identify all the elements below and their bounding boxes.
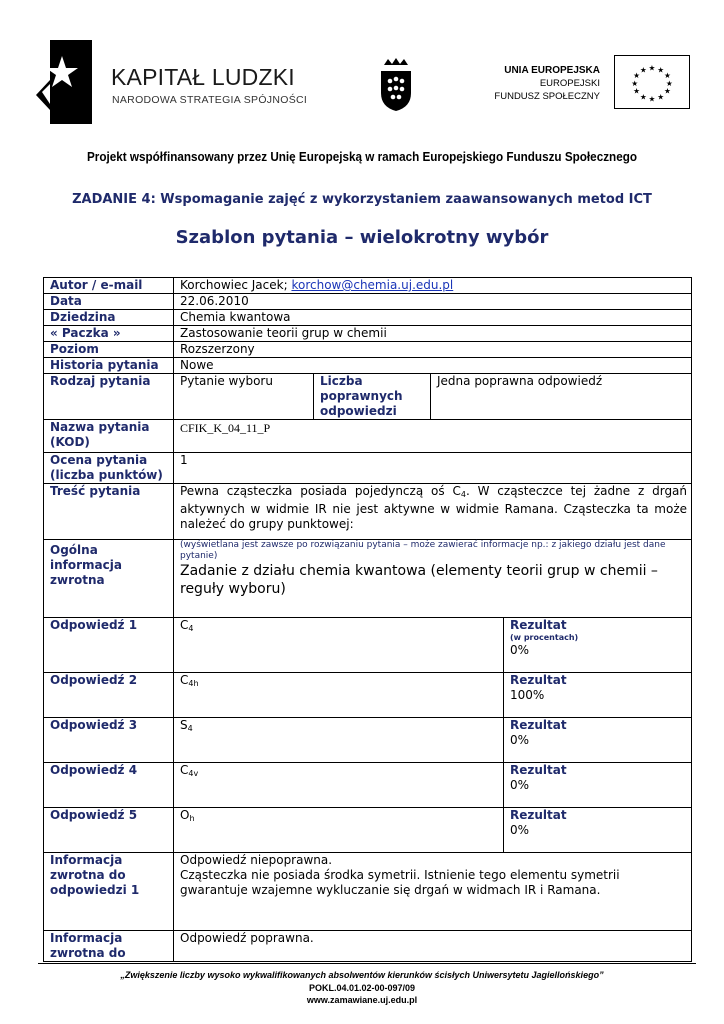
answer-label: Odpowiedź 3 [44,718,174,763]
table-row [44,420,692,453]
result-label: Rezultat [510,673,567,687]
page-title: Szablon pytania – wielokrotny wybór [175,227,549,248]
svg-text:★: ★ [665,78,673,88]
answer-sub: 4v [188,769,199,778]
table-row [44,453,692,484]
correct-count-value: Jedna poprawna odpowiedź [431,374,692,420]
svg-text:★: ★ [648,94,656,104]
answer-sub: 4h [188,679,199,688]
feedback-1-label: Informacja zwrotna do odpowiedzi 1 [44,853,174,931]
field-value: Chemia kwantowa [174,310,692,326]
result-value: 100% [510,688,545,702]
general-feedback-value [174,540,692,618]
svg-text:★: ★ [639,92,647,102]
general-feedback-label: Ogólna informacja zwrotna [44,540,174,618]
table-row [44,718,692,763]
result-value: 0% [510,823,530,837]
svg-text:★: ★ [631,78,639,88]
answer-result [504,718,692,763]
footer-website-link[interactable]: www.zamawiane.uj.edu.pl [306,995,418,1005]
result-label: Rezultat [510,618,567,632]
eu-flag-icon [614,55,690,109]
table-row [44,358,692,374]
eu-line-2: EUROPEJSKI [539,78,600,89]
history-value: Nowe [174,358,692,374]
table-row [44,853,692,931]
answer-sub: h [189,814,195,823]
table-row [44,673,692,718]
history-label: Historia pytania [44,358,174,374]
level-value: Rozszerzony [174,342,692,358]
answer-result [504,763,692,808]
svg-text:★: ★ [663,86,671,96]
result-value: 0% [510,733,530,747]
result-label: Rezultat [510,718,567,732]
result-value: 0% [510,778,530,792]
answer-label: Odpowiedź 2 [44,673,174,718]
svg-text:★: ★ [633,71,641,81]
score-label: Ocena pytania (liczba punktów) [44,453,174,484]
correct-count-label: Liczba poprawnych odpowiedzi [314,374,431,420]
author-value [174,278,692,294]
question-text-sub: 4 [460,490,466,499]
university-crest-icon [380,57,412,111]
eu-fund-label [494,64,600,103]
table-row [44,540,692,618]
table-row [44,763,692,808]
svg-text:★: ★ [657,65,665,75]
feedback-1-line-1: Odpowiedź niepoprawna. [180,853,333,867]
project-cofinancing-line: Projekt współfinansowany przez Unię Europejską w ramach Europejskiego Funduszu Społecznego [86,149,638,164]
level-label: Poziom [44,342,174,358]
answer-value [174,808,504,853]
field-label: Dziedzina [44,310,174,326]
question-text-a: Pewna cząsteczka posiada pojedynczą oś C [180,484,461,498]
kapital-ludzki-title: KAPITAŁ LUDZKI [111,64,295,90]
answer-label: Odpowiedź 1 [44,618,174,673]
result-note: (w procentach) [510,633,579,642]
table-row [44,618,692,673]
answer-result [504,618,692,673]
table-row [44,326,692,342]
svg-text:★: ★ [633,86,641,96]
question-template-table [43,277,692,962]
answer-sub: 4 [187,724,193,733]
answer-main: S [180,718,188,732]
package-label: « Paczka » [44,326,174,342]
result-label: Rezultat [510,808,567,822]
table-row [44,278,692,294]
answer-label: Odpowiedź 4 [44,763,174,808]
feedback-2-label: Informacja zwrotna do [44,931,174,962]
author-name: Korchowiec Jacek; [180,278,292,292]
question-type-label: Rodzaj pytania [44,374,174,420]
question-code-value: CFIK_K_04_11_P [174,420,692,453]
svg-text:★: ★ [657,92,665,102]
eu-line-1: UNIA EUROPEJSKA [504,65,600,76]
answer-result [504,808,692,853]
question-text-b: . W cząsteczce tej żadne z drgań aktywnych w widmie IR nie jest aktywne w widmie Ramana. Cząsteczka ta może należeć do grupy punktowej: [180,484,688,531]
footer-project-code: POKL.04.01.02-00-097/09 [308,983,416,993]
question-type-value: Pytanie wyboru [174,374,314,420]
answer-value [174,763,504,808]
answer-main: O [180,808,190,822]
question-content-value [174,484,692,540]
question-content-label: Treść pytania [44,484,174,540]
answer-value [174,618,504,673]
answer-value [174,718,504,763]
answer-result [504,673,692,718]
answer-main: C [180,763,189,777]
author-email-link[interactable]: korchow@chemia.uj.edu.pl [291,278,454,292]
table-row [44,484,692,540]
question-name-label: Nazwa pytania (KOD) [44,420,174,453]
svg-text:★: ★ [639,65,647,75]
table-row [44,931,692,962]
general-feedback-text: Zadanie z działu chemia kwantowa (elementy teorii grup w chemii – reguły wyboru) [180,563,658,597]
score-value: 1 [174,453,692,484]
answer-sub: 4 [188,624,194,633]
footer-project-title: „Zwiększenie liczby wysoko wykwalifikowanych absolwentów kierunków ścisłych Uniwersytetu Jagiellońskiego” [120,970,604,980]
author-label: Autor / e-mail [44,278,174,294]
answer-value [174,673,504,718]
answer-label: Odpowiedź 5 [44,808,174,853]
eu-line-3: FUNDUSZ SPOŁECZNY [494,91,600,102]
kapital-ludzki-logo-icon [36,40,92,124]
feedback-2-value: Odpowiedź poprawna. [174,931,692,962]
general-feedback-note: (wyświetlana jest zawsze po rozwiązaniu pytania – może zawierać informacje np.: z jakiego działu jest dane pytanie) [180,540,666,561]
table-row [44,808,692,853]
feedback-1-line-2: Cząsteczka nie posiada środka symetrii. Istnienie tego elementu symetrii gwarantuje wzajemne wykluczanie się drgań w widmach IR i Ramana. [180,868,620,897]
answer-main: C [180,673,189,687]
kapital-ludzki-subtitle: NARODOWA STRATEGIA SPÓJNOŚCI [112,94,308,106]
table-row [44,310,692,326]
footer-divider [38,963,696,964]
task-heading: ZADANIE 4: Wspomaganie zajęć z wykorzystaniem zaawansowanych metod ICT [72,192,652,207]
table-row [44,374,692,420]
feedback-1-value [174,853,692,931]
svg-text:★: ★ [663,71,671,81]
table-row [44,342,692,358]
package-value: Zastosowanie teorii grup w chemii [174,326,692,342]
result-label: Rezultat [510,763,567,777]
svg-text:★: ★ [648,63,656,73]
date-value: 22.06.2010 [174,294,692,310]
result-value: 0% [510,643,530,657]
table-row [44,294,692,310]
answer-main: C [180,618,189,632]
date-label: Data [44,294,174,310]
